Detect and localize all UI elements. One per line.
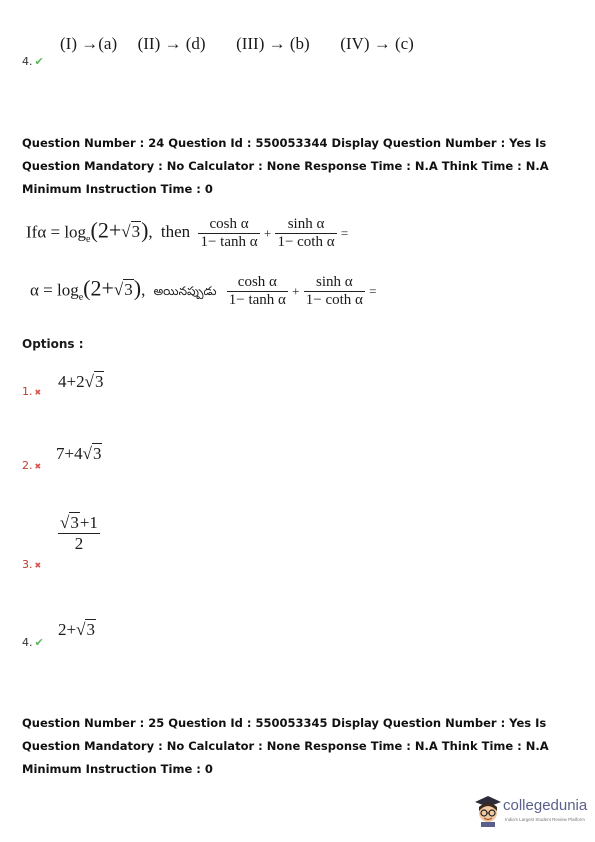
prev-match-answer [60,34,414,54]
sqrt-icon: √3 [113,280,133,300]
if-text: If [26,222,38,242]
match-item: (IV) → (c) [340,34,414,53]
sqrt-icon: √3 [60,513,79,532]
telugu-word: అయినప్పుడు [153,284,217,299]
question-24-meta: Question Number : 24 Question Id : 550053344 Display Question Number : Yes Is Question Mandatory : No Calculator : None Response Time : N.A Think Time : N.A Minimum Instruction Time : 0 [22,136,549,196]
alpha-def: α = log [30,280,79,300]
fraction-cosh: $\frac{\text{cosh α}}{\text{1− tanh α}}$ [200,216,258,250]
cross-icon: ✖ [34,388,42,397]
match-item: (I) →(a) [60,34,118,53]
match-item: (II) → (d) [137,34,206,53]
sqrt-icon: √3 [76,620,95,639]
fraction-sinh: $\frac{\text{sinh α}}{\text{1− coth α}}$ [277,216,335,250]
option-4-expression[interactable]: 2+√3 [58,620,95,639]
logo-tagline: India's Largest Student Review Platform [505,817,585,822]
option-2-expression[interactable]: 7+4√3 [56,444,102,463]
then-text: then [160,222,191,242]
question-25-meta: Question Number : 25 Question Id : 550053345 Display Question Number : Yes Is Question Mandatory : No Calculator : None Response Time : N.A Think Time : N.A Minimum Instruction Time : 0 [22,716,549,776]
check-icon: ✔ [34,636,44,649]
alpha-def: α = log [37,222,87,242]
cross-icon: ✖ [34,462,42,471]
logo-name: collegedunia [503,797,588,814]
options-label: Options : [22,337,84,351]
mascot-icon [474,795,502,827]
question-24-telugu: $\alpha = \log_e(2+√3)$, అయినప్పుడు $\frac{\text{cosh α}}{\text{1− tanh α}}$ + $\frac{\text{sinh α}}{\text{1− coth α}}$ = [30,274,377,308]
sqrt-icon: √3 [121,222,141,242]
option-3-expression[interactable] [58,513,100,554]
check-icon: ✔ [34,55,44,68]
collegedunia-logo [474,795,590,831]
option-2-number: 2. ✖ [22,459,42,472]
fraction-sinh: $\frac{\text{sinh α}}{\text{1− coth α}}$ [305,274,363,308]
option-3-number: 3. ✖ [22,558,42,571]
match-item: (III) → (b) [236,34,310,53]
option-4-number: 4. ✔ [22,636,44,649]
question-24-english: $If\alpha = \log_e(2+√3)$, then $\frac{\text{cosh α}}{\text{1− tanh α}}$ + $\frac{\text{sinh α}}{\text{1− coth α}}$ = [26,216,349,250]
option-1-expression[interactable]: 4+2√3 [58,372,104,391]
fraction-cosh: $\frac{\text{cosh α}}{\text{1− tanh α}}$ [228,274,286,308]
sqrt-icon: √3 [84,372,104,391]
log-base: e [86,233,91,245]
option-1-number: 1. ✖ [22,385,42,398]
prev-option-number: 4. ✔ [22,55,44,68]
cross-icon: ✖ [34,561,42,570]
option-3-fraction: $\frac{√3+1}{2}$ [60,513,98,553]
sqrt-icon: √3 [82,444,102,463]
